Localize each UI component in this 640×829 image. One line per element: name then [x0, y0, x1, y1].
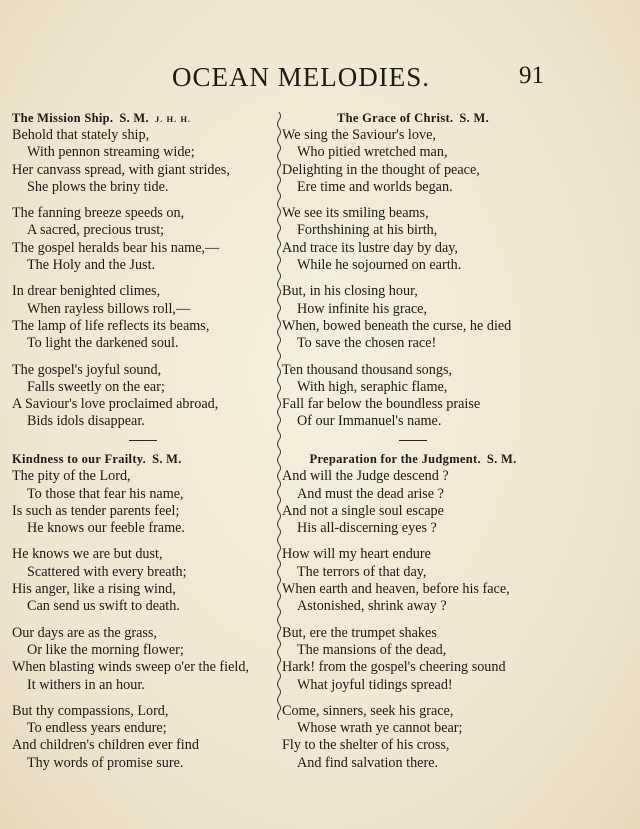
- running-title: OCEAN MELODIES.: [172, 62, 430, 92]
- stanza: [12, 283, 274, 352]
- verse-line: But, ere the trumpet shakes: [282, 624, 437, 641]
- hymn: [282, 451, 544, 772]
- stanza: [282, 283, 544, 352]
- verse-line: To those that fear his name,: [27, 485, 184, 502]
- verse-line: What joyful tidings spread!: [297, 676, 453, 693]
- verse-line: We see its smiling beams,: [282, 205, 429, 222]
- right-column: [282, 110, 544, 781]
- hymn-meter: S. M.: [486, 452, 517, 467]
- hymn: [12, 110, 274, 431]
- verse-line: Or like the morning flower;: [27, 641, 184, 658]
- verse-line: The gospel's joyful sound,: [12, 361, 162, 378]
- verse-line: The pity of the Lord,: [12, 468, 131, 485]
- verse-line: Bids idols disappear.: [27, 413, 145, 430]
- verse-line: Can send us swift to death.: [27, 598, 180, 615]
- stanza: [282, 625, 544, 694]
- verse-line: It withers in an hour.: [27, 676, 145, 693]
- stanza: [12, 703, 274, 772]
- verse-line: His all-discerning eyes ?: [297, 520, 437, 537]
- section-rule: [399, 440, 427, 442]
- verse-line: The Holy and the Just.: [27, 257, 156, 274]
- stanza: [12, 205, 274, 274]
- verse-line: But, in his closing hour,: [282, 283, 418, 300]
- verse-line: Hark! from the gospel's cheering sound: [282, 659, 506, 676]
- verse-line: A Saviour's love proclaimed abroad,: [12, 396, 219, 413]
- verse-line: His anger, like a rising wind,: [12, 581, 176, 598]
- section-rule: [129, 440, 157, 442]
- verse-line: Behold that stately ship,: [12, 127, 150, 143]
- hymn-title: [282, 451, 544, 468]
- verse-line: Is such as tender parents feel;: [12, 502, 180, 519]
- hymn: [282, 110, 544, 431]
- page-header: [0, 62, 640, 96]
- verse-line: The mansions of the dead,: [297, 641, 447, 658]
- page-number: 91: [519, 62, 544, 89]
- hymn-title-text: Kindness to our Frailty.: [12, 452, 147, 467]
- verse-line: Ere time and worlds began.: [297, 178, 453, 195]
- verse-line: We sing the Saviour's love,: [282, 127, 436, 143]
- hymn-title-text: The Grace of Christ.: [336, 111, 454, 125]
- stanza: [282, 205, 544, 274]
- verse-line: Fly to the shelter of his cross,: [282, 737, 450, 754]
- verse-line: And must the dead arise ?: [297, 485, 444, 502]
- verse-line: Her canvass spread, with giant strides,: [12, 161, 230, 178]
- verse-line: When earth and heaven, before his face,: [282, 581, 510, 598]
- stanza: [12, 468, 274, 537]
- verse-line: When, bowed beneath the curse, he died: [282, 317, 512, 334]
- stanza: [282, 546, 544, 615]
- verse-line: Falls sweetly on the ear;: [27, 378, 165, 395]
- verse-line: Thy words of promise sure.: [27, 754, 184, 771]
- stanza: [12, 546, 274, 615]
- verse-line: The terrors of that day,: [297, 563, 427, 580]
- verse-line: How will my heart endure: [282, 546, 431, 563]
- verse-line: And trace its lustre day by day,: [282, 239, 458, 256]
- verse-line: To light the darkened soul.: [27, 335, 179, 352]
- verse-line: But thy compassions, Lord,: [12, 702, 169, 719]
- verse-line: Who pitied wretched man,: [297, 144, 448, 161]
- hymn-meter: S. M.: [459, 111, 490, 125]
- hymn: [12, 451, 274, 772]
- verse-line: And children's children ever find: [12, 737, 199, 754]
- verse-line: And will the Judge descend ?: [282, 468, 449, 485]
- hymn-meter: S. M.: [119, 111, 149, 125]
- verse-line: A sacred, precious trust;: [27, 222, 165, 239]
- hymn-title: [12, 451, 274, 468]
- verse-line: While he sojourned on earth.: [297, 257, 462, 274]
- verse-line: Our days are as the grass,: [12, 624, 157, 641]
- verse-line: Scattered with every breath;: [27, 563, 187, 580]
- verse-line: To endless years endure;: [27, 720, 167, 737]
- verse-line: With high, seraphic flame,: [297, 378, 448, 395]
- verse-line: How infinite his grace,: [297, 300, 428, 317]
- verse-line: Fall far below the boundless praise: [282, 396, 481, 413]
- verse-line: And not a single soul escape: [282, 502, 444, 519]
- stanza: [282, 127, 544, 196]
- stanza: [282, 703, 544, 772]
- verse-line: In drear benighted climes,: [12, 283, 161, 300]
- verse-line: The fanning breeze speeds on,: [12, 205, 185, 222]
- hymn-title-text: The Mission Ship.: [12, 111, 114, 125]
- hymn-author: J. H. H.: [154, 114, 192, 124]
- stanza: [282, 362, 544, 431]
- stanza: [282, 468, 544, 537]
- hymn-meter: S. M.: [152, 452, 182, 467]
- verse-line: To save the chosen race!: [297, 335, 437, 352]
- hymn-title: [12, 110, 274, 127]
- verse-line: When blasting winds sweep o'er the field,: [12, 659, 249, 676]
- verse-line: Delighting in the thought of peace,: [282, 161, 480, 178]
- stanza: [12, 362, 274, 431]
- verse-line: She plows the briny tide.: [27, 178, 169, 195]
- verse-line: Come, sinners, seek his grace,: [282, 702, 454, 719]
- verse-line: The gospel heralds bear his name,—: [12, 239, 220, 256]
- verse-line: The lamp of life reflects its beams,: [12, 317, 210, 334]
- verse-line: He knows we are but dust,: [12, 546, 163, 563]
- verse-line: Whose wrath ye cannot bear;: [297, 720, 463, 737]
- verse-line: He knows our feeble frame.: [27, 520, 185, 537]
- wavy-rule: [278, 112, 281, 720]
- verse-line: Ten thousand thousand songs,: [282, 361, 453, 378]
- verse-line: Of our Immanuel's name.: [297, 413, 442, 430]
- stanza: [12, 625, 274, 694]
- verse-line: With pennon streaming wide;: [27, 144, 195, 161]
- left-column: [12, 110, 274, 781]
- hymn-title: [282, 110, 544, 127]
- verse-line: Astonished, shrink away ?: [297, 598, 447, 615]
- verse-line: Forthshining at his birth,: [297, 222, 438, 239]
- verse-line: And find salvation there.: [297, 754, 439, 771]
- verse-line: When rayless billows roll,—: [27, 300, 191, 317]
- hymn-title-text: Preparation for the Judgment.: [309, 452, 481, 467]
- stanza: [12, 127, 274, 196]
